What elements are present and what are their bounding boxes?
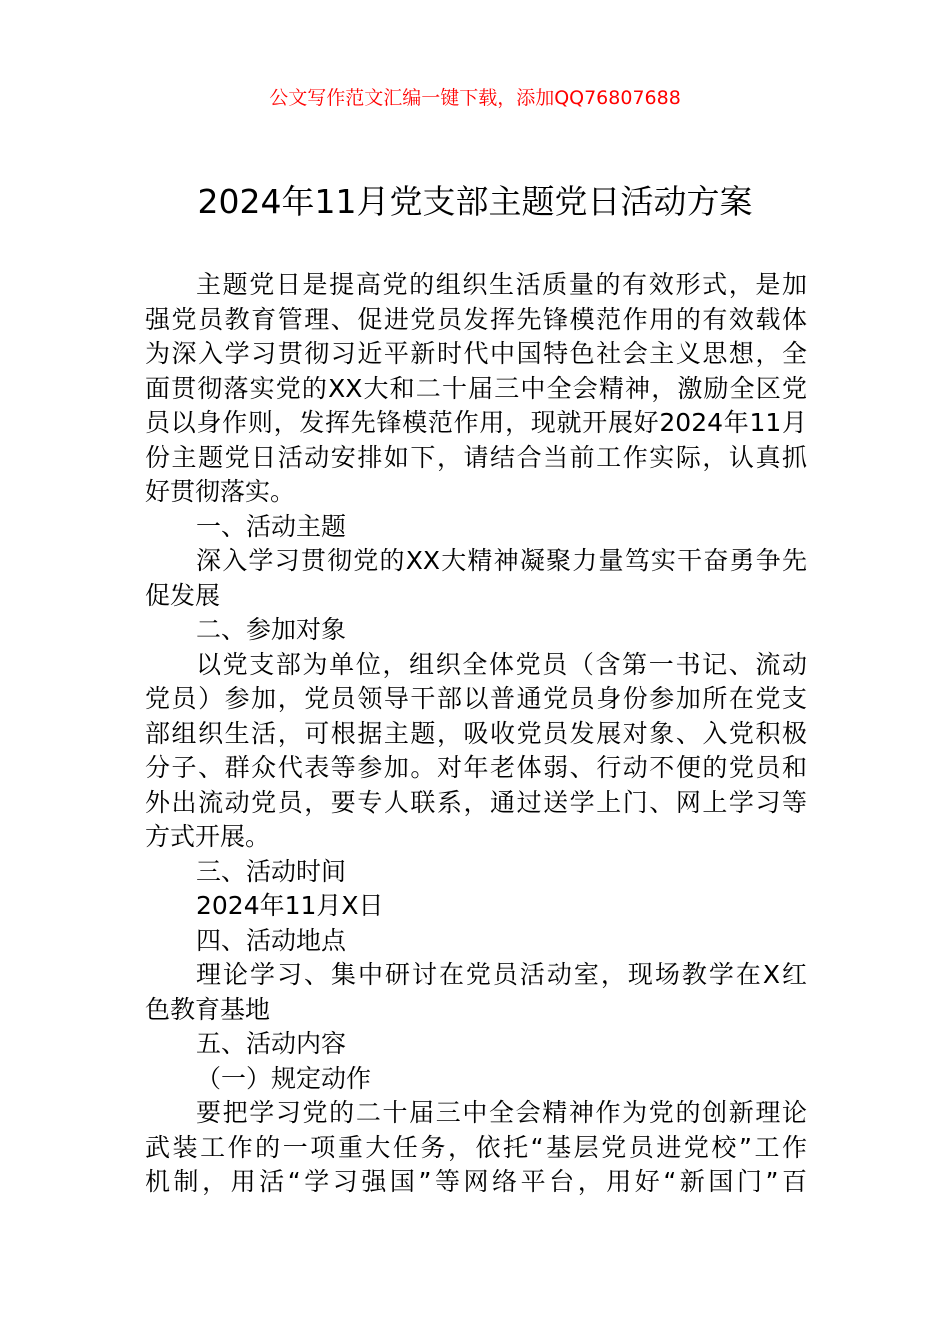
- body-line: 好贯彻落实。: [145, 477, 296, 506]
- body-line: 强党员教育管理、促进党员发挥先锋模范作用的有效载体: [145, 304, 807, 334]
- body-line: 促发展: [145, 580, 221, 610]
- body-line: 外出流动党员，要专人联系，通过送学上门、网上学习等: [145, 787, 807, 817]
- document-body: [145, 268, 807, 1200]
- section-heading: 三、活动时间: [196, 856, 347, 886]
- body-line: 色教育基地: [145, 994, 271, 1024]
- body-line: 以党支部为单位，组织全体党员（含第一书记、流动: [196, 649, 807, 679]
- section-heading: 四、活动地点: [196, 925, 347, 955]
- body-line: 党员）参加，党员领导干部以普通党员身份参加所在党支: [145, 684, 807, 713]
- section-heading: 一、活动主题: [196, 511, 347, 541]
- body-line: 面贯彻落实党的XX大和二十届三中全会精神，激励全区党: [145, 373, 807, 403]
- body-line: 要把学习党的二十届三中全会精神作为党的创新理论: [196, 1098, 807, 1127]
- body-line: 武装工作的一项重大任务，依托“基层党员进党校”工作: [145, 1132, 807, 1162]
- header-notice: 公文写作范文汇编一键下载，添加QQ76807688: [269, 87, 681, 109]
- subsection-heading: （一）规定动作: [196, 1063, 372, 1093]
- body-line: 主题党日是提高党的组织生活质量的有效形式，是加: [196, 270, 807, 299]
- body-line: 员以身作则，发挥先锋模范作用，现就开展好2024年11月: [145, 408, 807, 437]
- section-heading: 二、参加对象: [196, 615, 347, 644]
- document-title: 2024年11月党支部主题党日活动方案: [197, 182, 753, 221]
- body-line: 为深入学习贯彻习近平新时代中国特色社会主义思想，全: [145, 339, 807, 368]
- body-line: 部组织生活，可根据主题，吸收党员发展对象、入党积极: [145, 718, 807, 748]
- body-line: 机制，用活“学习强国”等网络平台，用好“新国门”百: [145, 1167, 807, 1196]
- body-line: 方式开展。: [145, 822, 271, 851]
- section-heading: 五、活动内容: [196, 1029, 347, 1058]
- body-line: 深入学习贯彻党的XX大精神凝聚力量笃实干奋勇争先: [196, 546, 807, 575]
- body-line: 份主题党日活动安排如下，请结合当前工作实际，认真抓: [145, 442, 807, 472]
- body-line: 理论学习、集中研讨在党员活动室，现场教学在X红: [196, 960, 807, 989]
- body-line: 分子、群众代表等参加。对年老体弱、行动不便的党员和: [145, 753, 807, 782]
- body-line: 2024年11月X日: [196, 891, 384, 920]
